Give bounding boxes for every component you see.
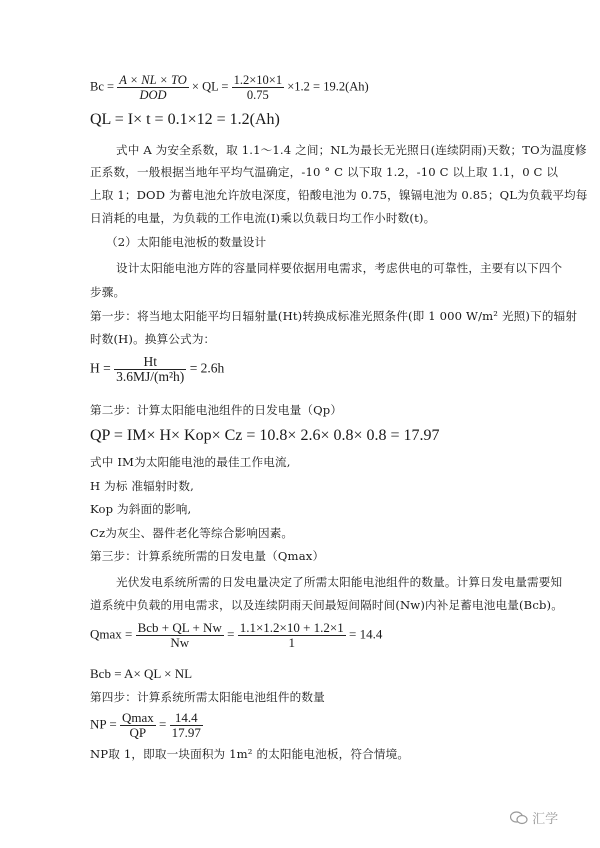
- formula-np: NP = $\frac{Qmax}{QP}$ = $\frac{14.4}{17.97}$: [90, 710, 201, 740]
- step1-line1: 第一步：将当地太阳能平均日辐射量(Ht)转换成标准光照条件(即 1 000 W/m² 光照)下的辐射: [90, 309, 578, 323]
- formula-np-frac1: $\frac{Qmax}{QP}$: [121, 710, 154, 740]
- para3-line2: 道系统中负载的用电需求，以及连续阴雨天间最短间隔时间(Nw)内补足蓄电池电量(Bcb)。: [90, 598, 563, 612]
- step4: 第四步：计算系统所需太阳能电池组件的数量: [90, 690, 325, 704]
- formula-qmax-frac1: $\frac{\text{Bcb + QL + Nw}}{Nw}$: [137, 620, 222, 650]
- step2: 第二步：计算太阳能电池组件的日发电量（Qp）: [90, 403, 343, 417]
- formula-bcb: Bcb = A× QL × NL: [90, 666, 193, 681]
- formula-np-frac2: $\frac{14.4}{17.97}$: [171, 710, 201, 740]
- para1-line2: 正系数，一般根据当地年平均气温确定，-10 ° C 以下取 1.2，-10 C 以上取 1.1，0 C 以: [90, 165, 559, 179]
- formula-ql: QL = I× t = 0.1×12 = 1.2(Ah): [90, 111, 280, 128]
- formula-bc-frac1: $\frac{A \times NL \times TO}{\text{DOD}}$: [119, 73, 187, 102]
- para2-line1: 设计太阳能电池方阵的容量同样要依据用电需求，考虑供电的可靠性，主要有以下四个: [116, 261, 563, 275]
- def-kop: Kop 为斜面的影响,: [90, 502, 192, 516]
- para3-line1: 光伏发电系统所需的日发电量决定了所需太阳能电池组件的数量。计算日发电量需要知: [116, 575, 563, 589]
- formula-qp: QP = IM× H× Kop× Cz = 10.8× 2.6× 0.8× 0.8 = 17.97: [90, 427, 440, 444]
- formula-qmax-frac2: $\frac{1.1\times 1.2\times 10 + 1.2\times 1}{1}$: [239, 620, 344, 650]
- watermark-text: 汇学: [532, 812, 559, 827]
- wechat-icon: [510, 811, 528, 825]
- def-cz: Cz为灰尘、器件老化等综合影响因素。: [90, 526, 294, 540]
- formula-bc-frac2: $\frac{1.2\times 10\times 1}{0.75}$: [233, 73, 283, 102]
- def-h: H 为标 准辐射时数,: [90, 479, 194, 493]
- formula-h: H = $\frac{Ht}{\text{3.6MJ/(m²h)}}$ = 2.6h: [90, 354, 225, 384]
- para1-line4: 日消耗的电量，为负载的工作电流(I)乘以负载日均工作小时数(t)。: [90, 211, 436, 225]
- formula-qmax: Qmax = $\frac{\text{Bcb + QL + Nw}}{Nw}$ = $\frac{1.1\times 1.2\times 10 + 1.2\times 1}{1}$ = 14.4: [90, 620, 383, 650]
- formula-h-frac: $\frac{Ht}{\text{3.6MJ/(m²h)}}$: [116, 354, 185, 384]
- para2-line2: 步骤。: [90, 285, 126, 299]
- section2-title: （2）太阳能电池板的数量设计: [106, 235, 267, 249]
- watermark: [510, 808, 558, 827]
- def-im: 式中 IM为太阳能电池的最佳工作电流,: [90, 455, 291, 469]
- para1-line3: 上取 1；DOD 为蓄电池允许放电深度，铅酸电池为 0.75，镍镉电池为 0.85；QL为负载平均每: [90, 188, 588, 202]
- conclusion: NP取 1，即取一块面积为 1m² 的太阳能电池板，符合情境。: [90, 747, 410, 761]
- para1-line1: 式中 A 为安全系数，取 1.1～1.4 之间；NL为最长无光照日(连续阴雨)天数；TO为温度修: [116, 143, 587, 157]
- formula-bc: Bc = $\frac{A \times NL \times TO}{\text{DOD}}$ × QL = $\frac{1.2\times 10\times 1}{0.75}$ ×1.2 = 19.2(Ah): [90, 73, 369, 102]
- step1-line2: 时数(H)。换算公式为：: [90, 332, 216, 346]
- step3: 第三步：计算系统所需的日发电量（Qmax）: [90, 549, 325, 563]
- formula-bc-lhs: Bc =: [90, 79, 115, 94]
